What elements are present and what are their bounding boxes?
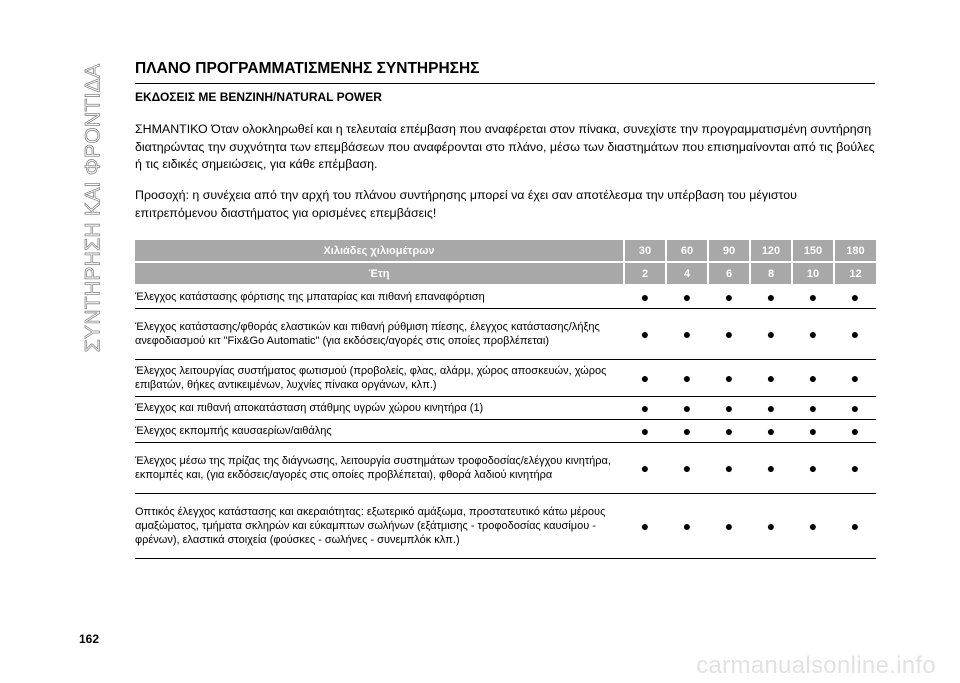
interval-dot: ● (708, 494, 750, 559)
years-header-cell: 6 (708, 262, 750, 285)
km-header-row (135, 240, 876, 262)
interval-dot: ● (666, 443, 708, 494)
km-header-cell: 150 (792, 240, 834, 262)
table-row (135, 309, 876, 360)
interval-dot: ● (834, 309, 876, 360)
interval-dot: ● (792, 443, 834, 494)
table-row (135, 285, 876, 309)
interval-dot: ● (750, 420, 792, 443)
interval-dot: ● (792, 360, 834, 397)
interval-dot: ● (834, 285, 876, 309)
km-header-cell: 90 (708, 240, 750, 262)
interval-dot: ● (834, 420, 876, 443)
years-header-cell: 2 (624, 262, 666, 285)
years-header-row (135, 262, 876, 285)
interval-dot: ● (708, 285, 750, 309)
section-side-tab (78, 58, 108, 358)
interval-dot: ● (750, 443, 792, 494)
km-header-cell: 120 (750, 240, 792, 262)
interval-dot: ● (624, 397, 666, 420)
interval-dot: ● (792, 285, 834, 309)
subtitle: ΕΚΔΟΣΕΙΣ ΜΕ ΒΕΝΖΙΝΗ/NATURAL POWER (135, 90, 382, 104)
interval-dot: ● (666, 420, 708, 443)
table-row (135, 494, 876, 559)
table-row (135, 443, 876, 494)
section-title: ΠΛΑΝΟ ΠΡΟΓΡΑΜΜΑΤΙΣΜΕΝΗΣ ΣΥΝΤΗΡΗΣΗΣ (135, 60, 875, 84)
interval-dot: ● (750, 397, 792, 420)
side-tab-label: ΣΥΝΤΗΡΗΣΗ ΚΑΙ ΦΡΟΝΤΙΔΑ (81, 63, 105, 353)
table-row (135, 360, 876, 397)
task-description: Έλεγχος και πιθανή αποκατάσταση στάθμης υγρών χώρου κινητήρα (1) (135, 397, 624, 420)
interval-dot: ● (666, 285, 708, 309)
attention-note: Προσοχή: η συνέχεια από την αρχή του πλάνου συντήρησης μπορεί να έχει σαν αποτέλεσμα την υπέρβαση του μέγιστου επιτρεπόμενου διαστήματος για ορισμένες επεμβάσεις! (135, 188, 797, 220)
table-row (135, 420, 876, 443)
interval-dot: ● (708, 443, 750, 494)
task-description: Έλεγχος λειτουργίας συστήματος φωτισμού (προβολείς, φλας, αλάρμ, χώρος αποσκευών, χώρος επιβατών, θήκες αντικειμένων, λυχνίες πίνακα οργάνων, κλπ.) (135, 360, 624, 397)
km-header-cell: 180 (834, 240, 876, 262)
interval-dot: ● (792, 420, 834, 443)
maintenance-schedule-table (135, 240, 876, 559)
interval-dot: ● (624, 309, 666, 360)
table-row (135, 397, 876, 420)
task-description: Έλεγχος κατάστασης φόρτισης της μπαταρίας και πιθανή επαναφόρτιση (135, 285, 624, 309)
interval-dot: ● (624, 443, 666, 494)
years-header-cell: 10 (792, 262, 834, 285)
important-note: ΣΗΜΑΝΤΙΚΟ Όταν ολοκληρωθεί και η τελευταία επέμβαση που αναφέρεται στον πίνακα, συνεχίστε την προγραμματισμένη συντήρηση διατηρώντας την συχνότητα των επεμβάσεων που αναφέρονται στο πλάνο, μέσω των διαστημάτων που επισημαίνονται από τις βούλες ή τις ειδικές σημειώσεις, για κάθε επέμβαση. (135, 122, 875, 171)
interval-dot: ● (708, 360, 750, 397)
watermark: carmanualsonline.info (696, 652, 936, 679)
task-description: Έλεγχος κατάστασης/φθοράς ελαστικών και πιθανή ρύθμιση πίεσης, έλεγχος κατάστασης/λήξης ανεφοδιασμού κιτ "Fix&Go Automatic" (για εκδόσεις/αγορές στις οποίες προβλέπεται) (135, 309, 624, 360)
interval-dot: ● (666, 360, 708, 397)
interval-dot: ● (624, 285, 666, 309)
interval-dot: ● (750, 494, 792, 559)
interval-dot: ● (708, 420, 750, 443)
interval-dot: ● (666, 309, 708, 360)
interval-dot: ● (624, 420, 666, 443)
interval-dot: ● (834, 397, 876, 420)
years-header-cell: 12 (834, 262, 876, 285)
interval-dot: ● (792, 494, 834, 559)
task-description: Οπτικός έλεγχος κατάστασης και ακεραιότητας: εξωτερικό αμάξωμα, προστατευτικό κάτω μέρους αμαξώματος, τμήματα σκληρών και εύκαμπτων σωλήνων (εξάτμισης - τροφοδοσίας καυσίμου - φρένων), ελαστικά στοιχεία (φούσκες - σωλήνες - συνεμπλόκ κλπ.) (135, 494, 624, 559)
years-header-cell: 4 (666, 262, 708, 285)
interval-dot: ● (792, 397, 834, 420)
interval-dot: ● (666, 494, 708, 559)
interval-dot: ● (750, 285, 792, 309)
task-description: Έλεγχος εκπομπής καυσαερίων/αιθάλης (135, 420, 624, 443)
interval-dot: ● (708, 309, 750, 360)
interval-dot: ● (666, 397, 708, 420)
years-header-label: Έτη (135, 262, 624, 285)
interval-dot: ● (792, 309, 834, 360)
interval-dot: ● (834, 494, 876, 559)
interval-dot: ● (624, 494, 666, 559)
km-header-cell: 30 (624, 240, 666, 262)
interval-dot: ● (834, 443, 876, 494)
km-header-label: Χιλιάδες χιλιομέτρων (135, 240, 624, 262)
interval-dot: ● (750, 360, 792, 397)
interval-dot: ● (708, 397, 750, 420)
page-number: 162 (79, 632, 100, 646)
years-header-cell: 8 (750, 262, 792, 285)
interval-dot: ● (624, 360, 666, 397)
interval-dot: ● (750, 309, 792, 360)
km-header-cell: 60 (666, 240, 708, 262)
task-description: Έλεγχος μέσω της πρίζας της διάγνωσης, λειτουργία συστημάτων τροφοδοσίας/ελέγχου κινητήρα, εκπομπές και, (για εκδόσεις/αγορές στις οποίες προβλέπεται), φθορά λαδιού κινητήρα (135, 443, 624, 494)
interval-dot: ● (834, 360, 876, 397)
